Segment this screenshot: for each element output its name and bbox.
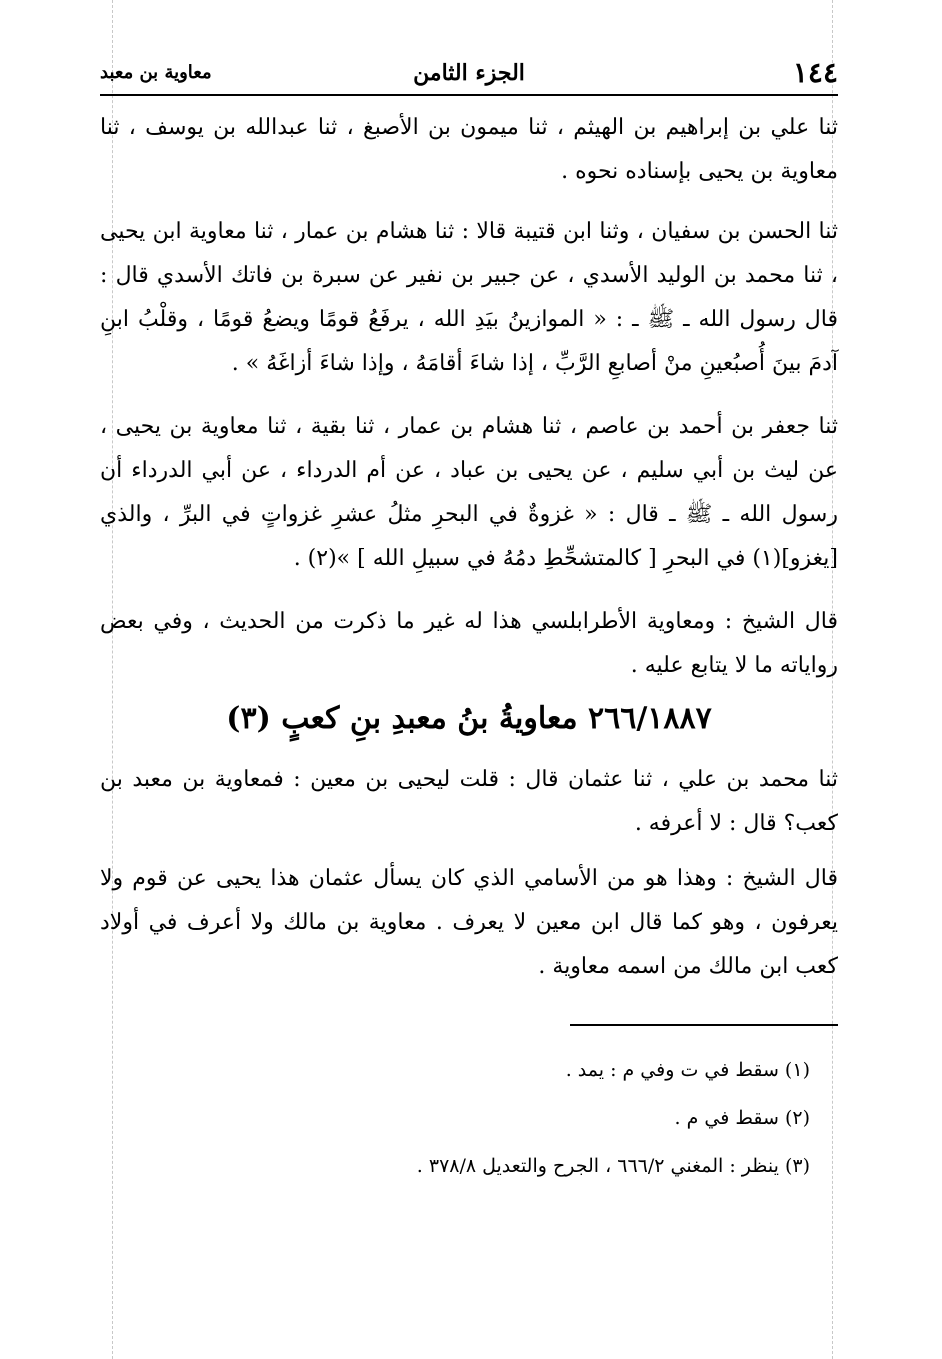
entry-heading: ٢٦٦/١٨٨٧ معاويةُ بنُ معبدِ بنِ كعبٍ (٣) xyxy=(226,701,712,736)
paragraph-1: ثنا علي بن إبراهيم بن الهيثم ، ثنا ميمون بن الأصبغ ، ثنا عبدالله بن يوسف ، ثنا معاوية بن يحيى بإسناده نحوه . xyxy=(100,115,838,184)
header-rule xyxy=(100,94,838,96)
paragraph-3: ثنا جعفر بن أحمد بن عاصم ، ثنا هشام بن عمار ، ثنا بقية ، ثنا معاوية بن يحيى ، عن ليث بن أبي سليم ، عن يحيى بن عباد ، عن أم الدرداء ، عن أبي الدرداء أن رسول الله ـ ﷺ ـ قال : « غزوةٌ في البحرِ مثلُ عشرِ غزواتٍ في البرِّ ، والذي [يغزو](١) في البحرِ [ كالمتشحِّطِ دمُهُ في سبيلِ الله ] »(٢) . xyxy=(100,414,838,571)
running-title: معاوية بن معبد xyxy=(100,62,212,83)
part-title: الجزء الثامن xyxy=(413,60,525,86)
footnote-1: (١) سقط في ت وفي م : يمد . xyxy=(565,1059,810,1081)
paragraph-6: قال الشيخ : وهذا هو من الأسامي الذي كان يسأل عثمان هذا يحيى عن قوم ولا يعرفون ، وهو كما قال ابن معين لا يعرف . معاوية بن مالك ولا أعرف في أولاد كعب ابن مالك من اسمه معاوية . xyxy=(100,866,838,979)
page-header xyxy=(100,52,838,94)
footnote-2: (٢) سقط في م . xyxy=(674,1107,810,1129)
footnote-3: (٣) ينظر : المغني ٦٦٦/٢ ، الجرح والتعديل ٣٧٨/٨ . xyxy=(416,1155,810,1177)
paragraph-2: ثنا الحسن بن سفيان ، وثنا ابن قتيبة قالا : ثنا هشام بن عمار ، ثنا معاوية ابن يحيى ، ثنا محمد بن الوليد الأسدي ، عن جبير بن نفير عن سبرة بن فاتك الأسدي قال : قال رسول الله ـ ﷺ ـ : « الموازينُ بيَدِ الله ، يرفَعُ قومًا ويضعُ قومًا ، وقلْبُ ابنِ آدمَ بينَ أُصبُعينِ منْ أصابعِ الرَّبِّ ، إذا شاءَ أقامَهُ ، وإذا شاءَ أزاغَهُ » . xyxy=(100,219,838,376)
paragraph-5: ثنا محمد بن علي ، ثنا عثمان قال : قلت ليحيى بن معين : فمعاوية بن معبد بن كعب؟ قال : لا أعرفه . xyxy=(100,767,838,836)
page-number: ١٤٤ xyxy=(792,56,838,89)
paragraph-4: قال الشيخ : ومعاوية الأطرابلسي هذا له غير ما ذكرت من الحديث ، وفي بعض رواياته ما لا يتابع عليه . xyxy=(100,609,838,678)
footnote-rule xyxy=(570,1024,838,1026)
